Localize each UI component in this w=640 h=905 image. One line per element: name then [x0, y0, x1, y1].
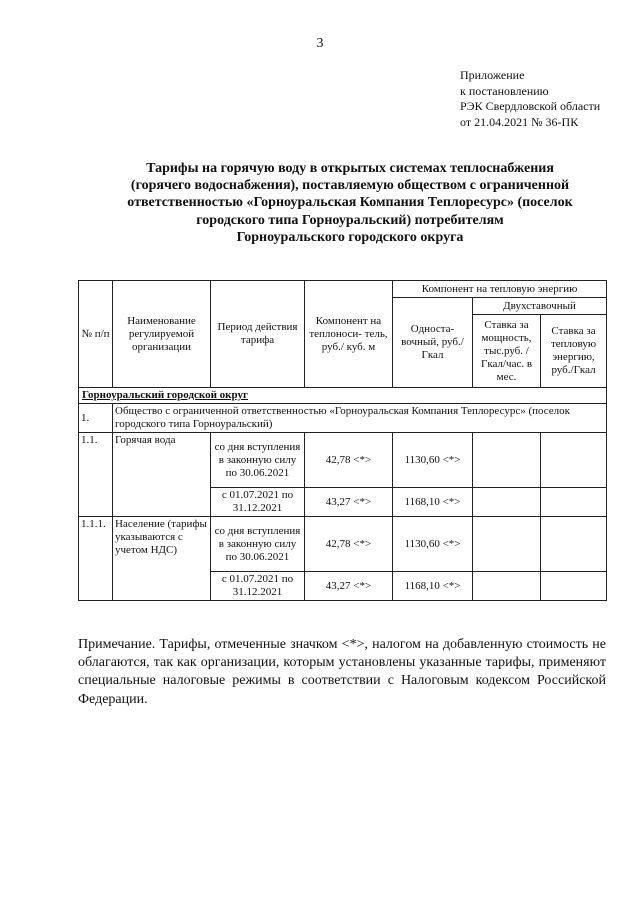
- row-name: Горячая вода: [113, 433, 211, 517]
- page-number: 3: [316, 36, 324, 51]
- row-energy-rate: [541, 517, 607, 572]
- document-title: [90, 160, 610, 246]
- footnote: Примечание. Тарифы, отмеченные значком <*>, налогом на добавленную стоимость не облагаются, так как организации, которым установлены указанные тарифы, применяют специальные налоговые режимы в соответствии с Налоговым кодексом Российской Федерации.: [78, 637, 606, 707]
- header-carrier-component: Компонент на теплоноси- тель, руб./ куб. м: [305, 281, 393, 388]
- section-row: [79, 388, 607, 404]
- title-line: ответственностью «Горноуральская Компания Теплоресурс» (поселок: [127, 195, 573, 211]
- title-line: городского типа Горноуральский) потребителям: [196, 212, 504, 228]
- header-single-rate: Односта- вочный, руб./Гкал: [393, 298, 473, 388]
- tariff-table: [78, 280, 607, 601]
- row-period: со дня вступления в законную силу по 30.06.2021: [211, 517, 305, 572]
- row-carrier: 43,27 <*>: [305, 572, 393, 601]
- title-line: Тарифы на горячую воду в открытых системах теплоснабжения: [146, 161, 554, 176]
- row-capacity-rate: [473, 572, 541, 601]
- row-name: Население (тарифы указываются с учетом НДС): [113, 517, 211, 601]
- row-energy-rate: [541, 488, 607, 517]
- row-carrier: 42,78 <*>: [305, 433, 393, 488]
- appendix-line: РЭК Свердловской области: [460, 99, 601, 113]
- row-capacity-rate: [473, 433, 541, 488]
- header-num: № п/п: [79, 281, 113, 388]
- header-two-rate: Двухставочный: [473, 298, 607, 315]
- row-period: с 01.07.2021 по 31.12.2021: [211, 488, 305, 517]
- row-single-rate: 1168,10 <*>: [393, 572, 473, 601]
- row-energy-rate: [541, 572, 607, 601]
- header-organization: Наименование регулируемой организации: [113, 281, 211, 388]
- row-period: с 01.07.2021 по 31.12.2021: [211, 572, 305, 601]
- section-title: Горноуральский городской округ: [79, 388, 607, 404]
- row-capacity-rate: [473, 517, 541, 572]
- appendix-line: от 21.04.2021 № 36-ПК: [460, 114, 579, 129]
- table-header-row: [79, 281, 607, 298]
- table-row: [79, 433, 607, 488]
- org-num: 1.: [79, 404, 113, 433]
- row-carrier: 42,78 <*>: [305, 517, 393, 572]
- header-capacity-rate: Ставка за мощность, тыс.руб. /Гкал/час. в мес.: [473, 315, 541, 388]
- title-line: Горноуральского городского округа: [236, 229, 464, 245]
- row-single-rate: 1130,60 <*>: [393, 433, 473, 488]
- row-single-rate: 1168,10 <*>: [393, 488, 473, 517]
- org-name: Общество с ограниченной ответственностью «Горноуральская Компания Теплоресурс» (поселок городского типа Горноуральский): [113, 404, 607, 433]
- header-energy-rate: Ставка за тепловую энергию, руб./Гкал: [541, 315, 607, 388]
- appendix-line: к постановлению: [460, 83, 549, 98]
- title-line: (горячего водоснабжения), поставляемую обществом с ограниченной: [130, 178, 570, 194]
- header-energy-component: Компонент на тепловую энергию: [393, 281, 607, 298]
- row-period: со дня вступления в законную силу по 30.06.2021: [211, 433, 305, 488]
- header-period: Период действия тарифа: [211, 281, 305, 388]
- row-energy-rate: [541, 433, 607, 488]
- row-single-rate: 1130,60 <*>: [393, 517, 473, 572]
- appendix-block: [460, 68, 600, 130]
- row-num: 1.1.1.: [79, 517, 113, 601]
- row-carrier: 43,27 <*>: [305, 488, 393, 517]
- organization-row: [79, 404, 607, 433]
- row-num: 1.1.: [79, 433, 113, 517]
- row-capacity-rate: [473, 488, 541, 517]
- appendix-line: Приложение: [460, 68, 525, 82]
- table-row: [79, 517, 607, 572]
